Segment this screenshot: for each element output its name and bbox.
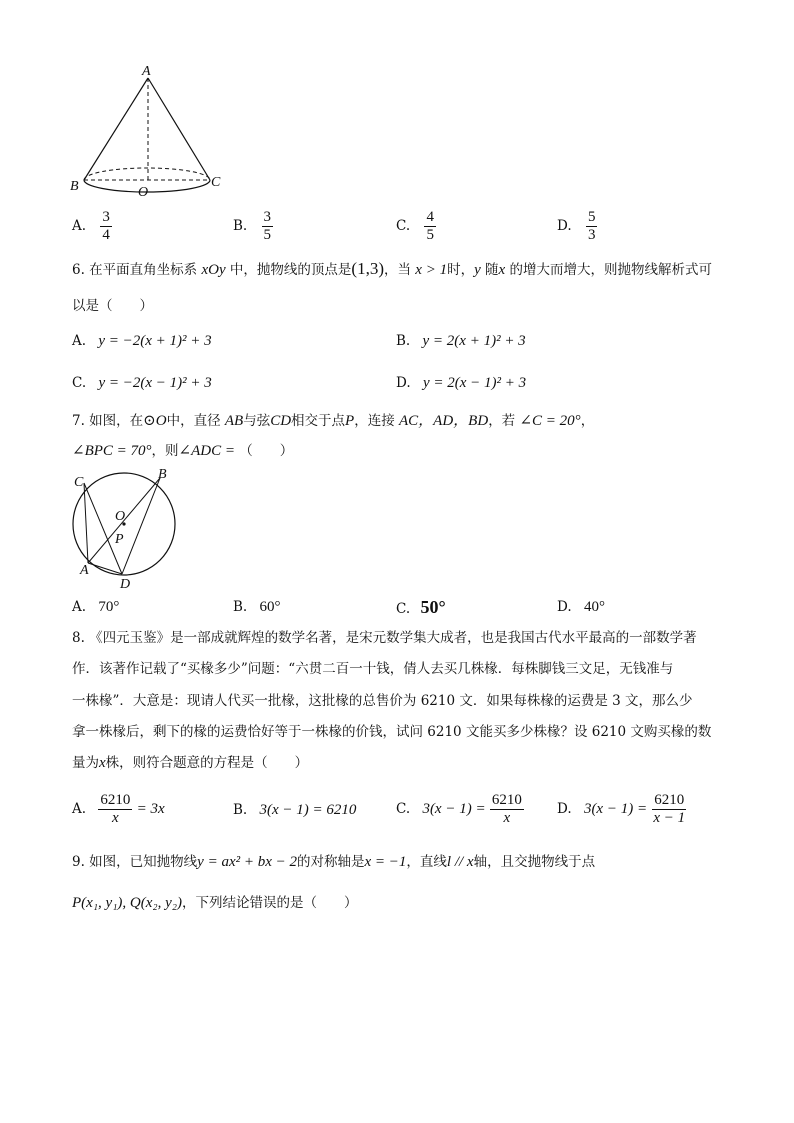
fraction-denominator: x — [503, 810, 511, 826]
q7-text: （ ） — [239, 443, 294, 459]
q7-option-a[interactable] — [72, 597, 119, 617]
option-letter: B. — [396, 333, 411, 349]
q9-equation: y = ax² + bx − 2 — [197, 854, 298, 870]
q6-text: 的增大而增大，则抛物线解析式可 — [509, 262, 713, 278]
q9-stem-line2 — [72, 893, 357, 913]
circle-label-a: A — [80, 563, 89, 578]
circle-figure — [62, 468, 192, 596]
cone-label-a: A — [142, 64, 151, 79]
q7-segments: AC，AD，BD — [399, 413, 489, 429]
fraction-numerator: 6210 — [491, 792, 522, 808]
q7-point: P — [345, 413, 355, 429]
fraction-denominator: 3 — [587, 227, 596, 243]
q6-var: y — [474, 262, 481, 278]
q5-option-a[interactable] — [72, 209, 112, 244]
cone-base-back-dashed — [84, 168, 210, 180]
fraction-denominator: 4 — [102, 227, 110, 243]
q5-option-c[interactable] — [396, 209, 436, 244]
q6-var: x — [498, 262, 506, 278]
q8-stem-line3: 一株椽”．大意是：现请人代买一批椽，这批椽的总售价为 6210 文．如果每株椽的运费是 3 文，那么少 — [72, 693, 693, 709]
option-expression: 3(x − 1) = 6210 — [259, 802, 357, 818]
option-letter: C. — [396, 801, 411, 817]
option-letter: C. — [396, 601, 411, 617]
fraction-numerator: 5 — [587, 209, 596, 225]
cone-figure — [64, 60, 234, 205]
option-letter: C. — [396, 218, 411, 234]
q6-stem-line1 — [72, 259, 712, 280]
q5-option-b[interactable] — [233, 209, 273, 244]
q7-diameter: AB — [224, 413, 244, 429]
q6-text: 随 — [485, 262, 499, 278]
q9-text: ，下列结论错误的是（ ） — [181, 895, 358, 911]
q7-circle: ⊙O — [143, 413, 167, 429]
cone-label-c: C — [211, 175, 221, 190]
option-letter: B. — [233, 599, 248, 615]
option-expression: = 3x — [136, 801, 165, 817]
q6-text: 中，抛物线的顶点是 — [229, 262, 352, 278]
q5-option-d[interactable] — [557, 209, 597, 244]
option-value: 50° — [420, 597, 446, 617]
option-value: 60° — [259, 599, 281, 615]
option-expression: y = 2(x + 1)² + 3 — [422, 333, 526, 349]
q9-text: 轴，且交抛物线于点 — [473, 854, 596, 870]
q7-angle-adc: ∠ADC = — [178, 443, 235, 459]
circle-label-d: D — [120, 577, 131, 592]
option-letter: B. — [233, 802, 248, 818]
q6-stem-line2: 以是（ ） — [72, 298, 153, 314]
circle-label-p: P — [115, 532, 124, 547]
circle-label-b: B — [158, 468, 167, 482]
q7-angle-bpc: ∠BPC = 70° — [72, 443, 152, 459]
option-letter: D. — [557, 801, 572, 817]
q8-stem-line5 — [72, 753, 308, 773]
q8-option-d[interactable] — [557, 792, 687, 827]
q7-option-d[interactable] — [557, 597, 605, 617]
option-letter: A. — [72, 218, 87, 234]
cone-left-edge — [84, 78, 148, 180]
option-expression: 3(x − 1) = — [583, 801, 648, 817]
q9-stem-line1 — [72, 852, 595, 872]
q8-option-a[interactable] — [72, 792, 165, 827]
q7-text: ， — [580, 413, 595, 429]
q6-option-d[interactable] — [396, 373, 526, 393]
q8-option-b[interactable] — [233, 800, 356, 820]
segment-ad — [88, 563, 122, 574]
q7-text: 7. 如图，在 — [72, 413, 144, 429]
segment-ac — [84, 483, 88, 563]
option-letter: A. — [72, 599, 87, 615]
q6-text: 时， — [447, 262, 475, 278]
segment-bd — [122, 478, 160, 574]
q9-axis: x = −1 — [364, 854, 407, 870]
fraction-denominator: 5 — [263, 227, 272, 243]
q6-condition: x > 1 — [415, 262, 448, 278]
option-expression: y = −2(x − 1)² + 3 — [98, 375, 212, 391]
option-expression: 3(x − 1) = — [422, 801, 486, 817]
cone-label-o: O — [138, 185, 149, 200]
cone-right-edge — [148, 78, 210, 180]
option-expression: y = −2(x + 1)² + 3 — [98, 333, 212, 349]
q9-text: 9. 如图，已知抛物线 — [72, 854, 198, 870]
circle-label-o: O — [115, 509, 126, 524]
fraction-numerator: 4 — [426, 209, 434, 225]
option-value: 40° — [583, 599, 605, 615]
q6-option-a[interactable] — [72, 331, 212, 351]
q8-text: 量为 — [72, 755, 99, 771]
circle-label-c: C — [74, 475, 84, 490]
option-letter: D. — [396, 375, 411, 391]
q8-text: 株，则符合题意的方程是（ ） — [105, 755, 309, 771]
option-value: 70° — [98, 599, 120, 615]
q9-points: P(x₁, y₁), Q(x₂, y₂) — [72, 895, 182, 911]
q7-stem-line2 — [72, 441, 293, 461]
q6-coord-system: xOy — [201, 262, 226, 278]
option-letter: D. — [557, 218, 572, 234]
q6-option-c[interactable] — [72, 373, 212, 393]
q7-chord: CD — [270, 413, 292, 429]
q7-stem-line1 — [72, 411, 594, 431]
q7-text: ，则 — [151, 443, 179, 459]
q8-stem-line2: 作．该著作记载了“买椽多少”问题：“六贯二百一十钱，倩人去买几株椽．每株脚钱三文足，无钱准与 — [72, 661, 674, 677]
q8-option-c[interactable] — [396, 792, 524, 827]
option-letter: A. — [72, 333, 87, 349]
q7-angle-c: ∠C = 20° — [519, 413, 581, 429]
fraction-numerator: 6210 — [654, 792, 685, 808]
option-letter: C. — [72, 375, 87, 391]
option-letter: A. — [72, 801, 87, 817]
q7-text: 相交于点 — [291, 413, 346, 429]
cone-label-b: B — [70, 179, 79, 194]
option-letter: B. — [233, 218, 248, 234]
q6-option-b[interactable] — [396, 331, 526, 351]
q6-vertex: (1,3) — [351, 259, 384, 278]
fraction-numerator: 6210 — [100, 792, 131, 808]
q7-option-b[interactable] — [233, 597, 281, 617]
q9-text: 的对称轴是 — [297, 854, 365, 870]
option-expression: y = 2(x − 1)² + 3 — [422, 375, 527, 391]
q7-text: 与弦 — [243, 413, 271, 429]
q7-text: ，若 — [488, 413, 516, 429]
fraction-numerator: 3 — [102, 209, 110, 225]
q6-text: ，当 — [384, 262, 411, 278]
q7-option-c[interactable] — [396, 597, 446, 619]
fraction-numerator: 3 — [263, 209, 272, 225]
q8-var: x — [99, 755, 106, 771]
q8-stem-line4: 拿一株椽后，剩下的椽的运费恰好等于一株椽的价钱，试问 6210 文能买多少株椽？设 6210 文购买椽的数 — [72, 724, 712, 740]
fraction-denominator: 5 — [426, 227, 434, 243]
q8-stem-line1: 8. 《四元玉鉴》是一部成就辉煌的数学名著，是宋元数学集大成者，也是我国古代水平最高的一部数学著 — [72, 630, 697, 646]
q7-text: ，连接 — [354, 413, 395, 429]
q9-text: ，直线 — [406, 854, 447, 870]
q6-text: 6. 在平面直角坐标系 — [72, 262, 198, 278]
fraction-denominator: x − 1 — [653, 810, 686, 826]
option-letter: D. — [557, 599, 572, 615]
fraction-denominator: x — [112, 810, 119, 826]
q9-line: l // x — [446, 854, 474, 870]
q7-text: 中，直径 — [166, 413, 221, 429]
